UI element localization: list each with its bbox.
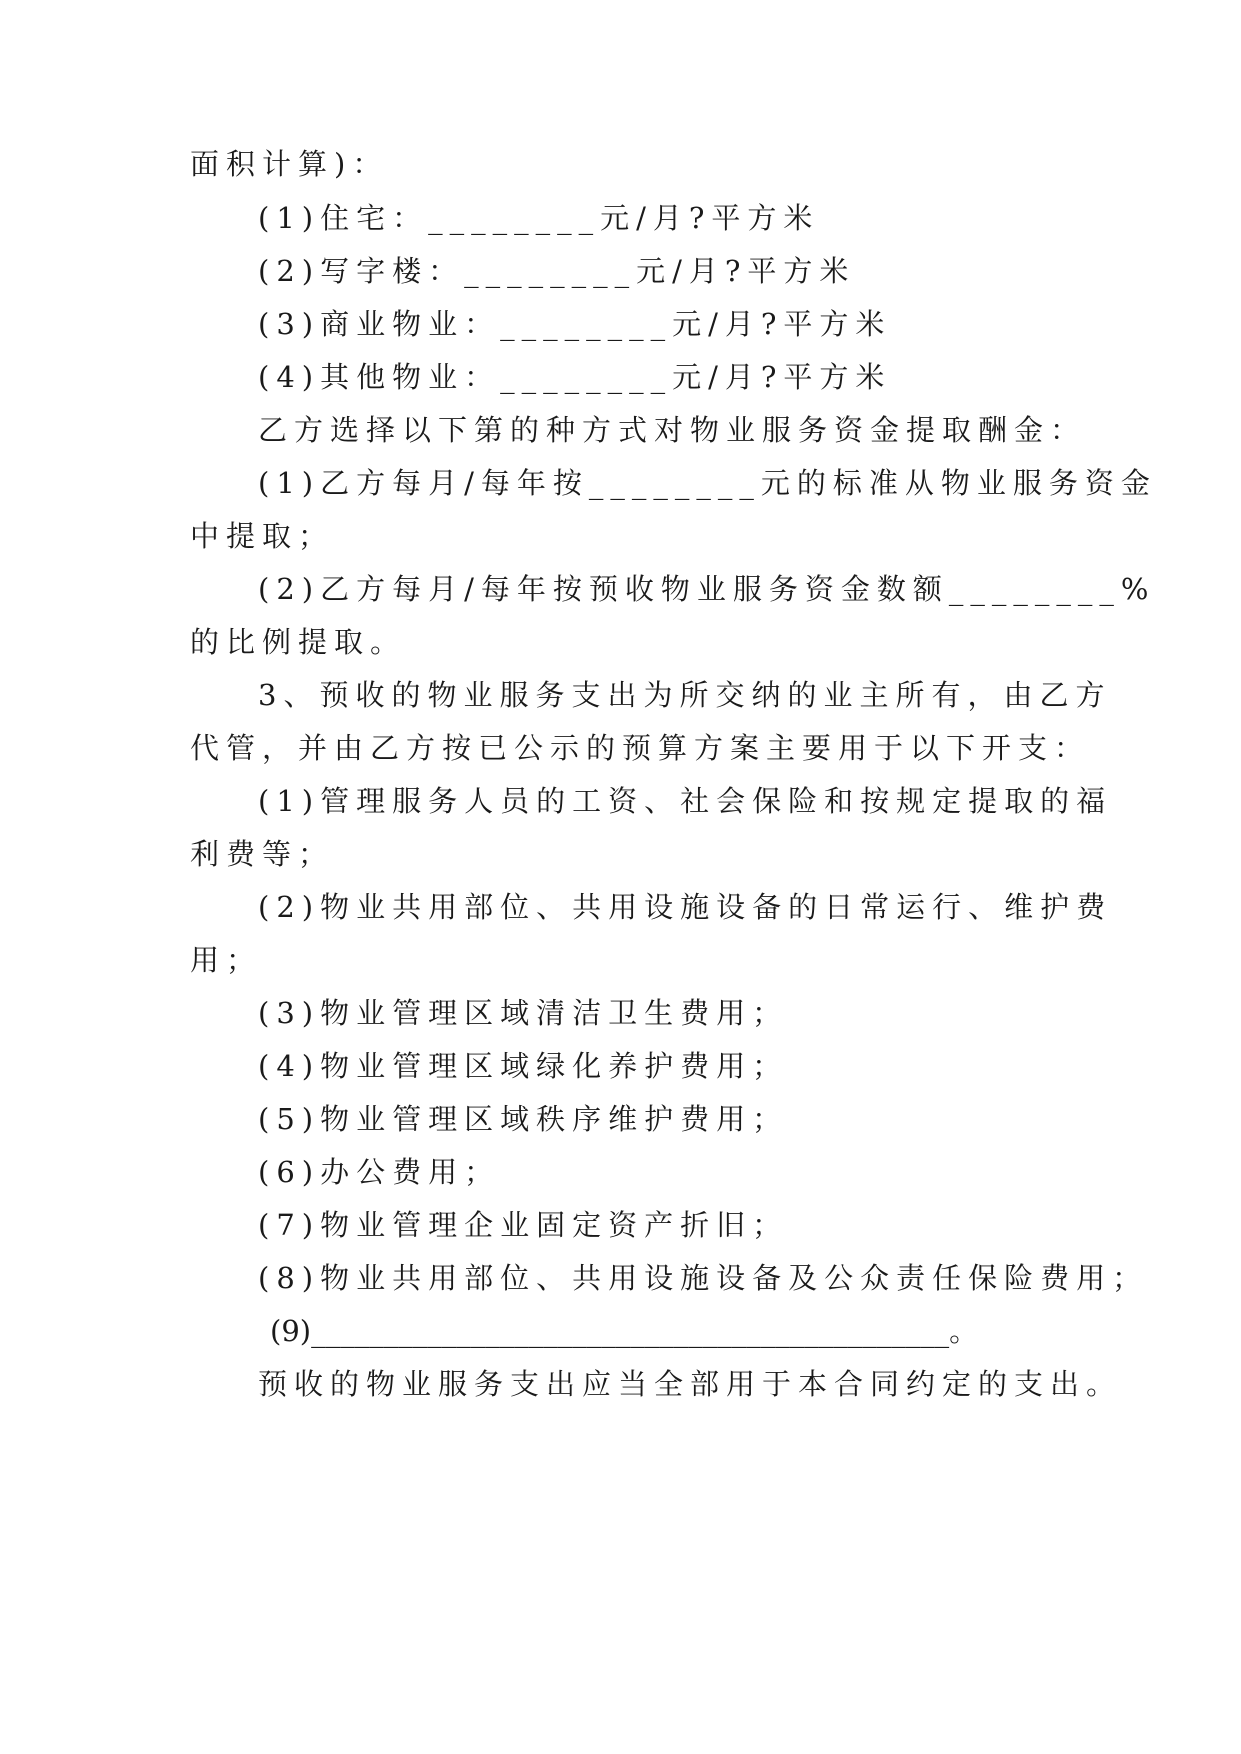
text-line: 利费等； — [190, 837, 335, 871]
text-line: 预收的物业服务支出应当全部用于本合同约定的支出。 — [258, 1367, 1123, 1401]
text-line: 乙方选择以下第的种方式对物业服务资金提取酬金： — [258, 413, 1087, 447]
text-line: 用； — [190, 943, 263, 977]
text-line: (4)物业管理区域绿化养护费用； — [258, 1049, 789, 1083]
text-line: 面积计算)： — [190, 147, 389, 181]
text-line: (2)乙方每月/每年按预收物业服务资金数额________% — [258, 572, 1156, 606]
text-line: 中提取； — [190, 519, 335, 553]
text-line: (7)物业管理企业固定资产折旧； — [258, 1208, 789, 1242]
text-line: (2)写字楼：________元/月?平方米 — [258, 254, 856, 288]
text-line: 3、预收的物业服务支出为所交纳的业主所有，由乙方 — [258, 678, 1112, 712]
text-line: (1)住宅：________元/月?平方米 — [258, 201, 820, 235]
text-line: (4)其他物业：________元/月?平方米 — [258, 360, 892, 394]
text-line: (1)乙方每月/每年按________元的标准从物业服务资金 — [258, 466, 1157, 500]
text-line: 代管，并由乙方按已公示的预算方案主要用于以下开支： — [190, 731, 1091, 765]
text-line: (2)物业共用部位、共用设施设备的日常运行、维护费 — [258, 890, 1113, 924]
text-line: (9)____________________________________________。 — [270, 1314, 979, 1348]
text-line: (5)物业管理区域秩序维护费用； — [258, 1102, 789, 1136]
text-line: 的比例提取。 — [190, 625, 407, 659]
text-line: (8)物业共用部位、共用设施设备及公众责任保险费用； — [258, 1261, 1149, 1295]
text-line: (6)办公费用； — [258, 1155, 501, 1189]
text-line: (3)物业管理区域清洁卫生费用； — [258, 996, 789, 1030]
text-line: (3)商业物业：________元/月?平方米 — [258, 307, 892, 341]
text-line: (1)管理服务人员的工资、社会保险和按规定提取的福 — [258, 784, 1113, 818]
